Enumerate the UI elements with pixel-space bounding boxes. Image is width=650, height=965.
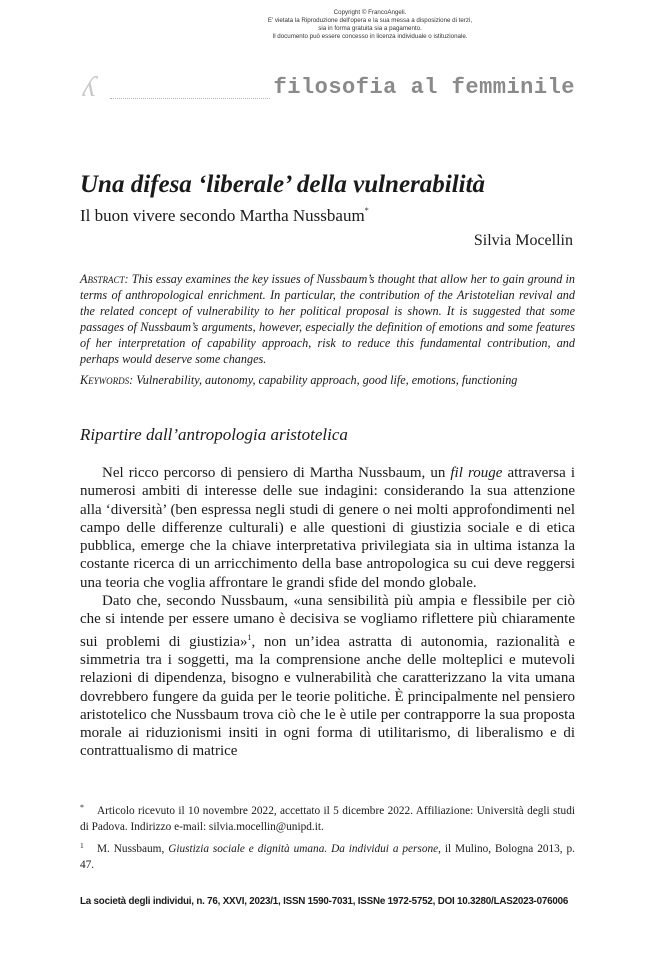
footnote-text: M. Nussbaum, (97, 843, 169, 855)
paragraph-emphasis: fil rouge (450, 465, 503, 481)
copyright-line: E' vietata la Riproduzione dell'opera e la sua messa a disposizione di terzi, (267, 17, 473, 24)
article-author: Silvia Mocellin (473, 232, 573, 249)
article-title: Una difesa ‘liberale’ della vulnerabilità (80, 171, 486, 198)
footnote-marker: * (80, 803, 84, 812)
body-paragraph (80, 464, 575, 592)
copyright-line: Il documento può essere concesso in licenza individuale o istituzionale. (272, 33, 468, 40)
article-subtitle (80, 201, 600, 226)
paragraph-text: Dato che, secondo Nussbaum, «una sensibilità più ampia e flessibile per ciò che si intende per essere umano è decisiva se vogliamo riflettere più chiaramente sui problemi di giustizia» (80, 593, 575, 650)
abstract-text: This essay examines the key issues of Nussbaum’s thought that allow her to gain ground in terms of anthropological enrichment. In particular, the contribution of the Aristotelian revival and the related concept of vulnerability to her political proposal is shown. It is suggested that some passages of Nussbaum’s arguments, however, especially the definition of emotions and some features of her interpretation of capability approach, risk to reduce this fundamental contribution, and perhaps would deserve some changes. (80, 272, 576, 366)
footnote-marker: 1 (80, 841, 84, 850)
section-logo-mark: ʎ (82, 70, 96, 103)
dotted-rule (110, 98, 270, 99)
keywords-text: Vulnerability, autonomy, capability approach, good life, emotions, functioning (136, 373, 518, 387)
paragraph-text: attraversa i numerosi ambiti di interesse delle sue indagini: considerando la sua attenzione alla ‘diversità’ (ben espressa negli studi di genere o nei molti approfondimenti nel campo delle differenze culturali) e alle questioni di giustizia sociale e di etica pubblica, emerge che la chiave interpretativa privilegiata sia in ultima istanza la costante ricerca di un arricchimento della base antropologica su cui deve reggersi una teoria che voglia affrontare le grandi sfide del mondo globale. (80, 465, 575, 591)
copyright-line: sia in forma gratuita sia a pagamento. (318, 25, 422, 32)
abstract-label: Abstract: (80, 272, 129, 286)
footnote-ref[interactable]: 1 (247, 632, 252, 642)
journal-footer: La società degli individui, n. 76, XXVI, 2023/1, ISSN 1590-7031, ISSNe 1972-5752, DOI 10.3280/LAS2023-076006 (80, 896, 569, 907)
section-heading: Ripartire dall’antropologia aristotelica (80, 425, 348, 444)
copyright-notice (150, 9, 590, 41)
abstract (80, 271, 575, 367)
footnote-text: , il Mulino, Bologna 2013, p. 47. (80, 843, 575, 871)
footnote-text: Articolo ricevuto il 10 novembre 2022, accettato il 5 dicembre 2022. Affiliazione: Università degli studi di Padova. Indirizzo e-mail: silvia.mocellin@unipd.it. (80, 805, 575, 833)
paragraph-text: Nel ricco percorso di pensiero di Martha Nussbaum, un (102, 465, 451, 481)
subtitle-text: Il buon vivere secondo Martha Nussbaum (80, 206, 365, 225)
section-rubric: filosofia al femminile (273, 75, 575, 100)
footnote (80, 838, 575, 873)
footnote-book-title: Giustizia sociale e dignità umana. Da individui a persone (168, 843, 439, 855)
footnotes (80, 800, 575, 876)
keywords (80, 372, 575, 388)
copyright-line: Copyright © FrancoAngeli. (333, 9, 407, 16)
footnote (80, 800, 575, 835)
paragraph-text: , non un’idea astratta di autonomia, razionalità e simmetria tra i soggetti, ma la comprensione anche delle molteplici e mutevoli relazioni di dipendenza, bisogno e vulnerabilità che caratterizzano la vita umana dovrebbero fungere da guida per le teorie politiche. È principalmente nel pensiero aristotelico che Nussbaum trova ciò che le è utile per contrapporre la sua proposta morale ai riduzionismi insiti in ogni forma di utilitarismo, di liberalismo e di contrattualismo di matrice (80, 633, 575, 760)
subtitle-footnote-ref[interactable]: * (364, 206, 369, 215)
body-text (80, 464, 575, 761)
body-paragraph (80, 592, 575, 761)
keywords-label: Keywords: (80, 373, 134, 387)
journal-section-banner (80, 72, 575, 112)
